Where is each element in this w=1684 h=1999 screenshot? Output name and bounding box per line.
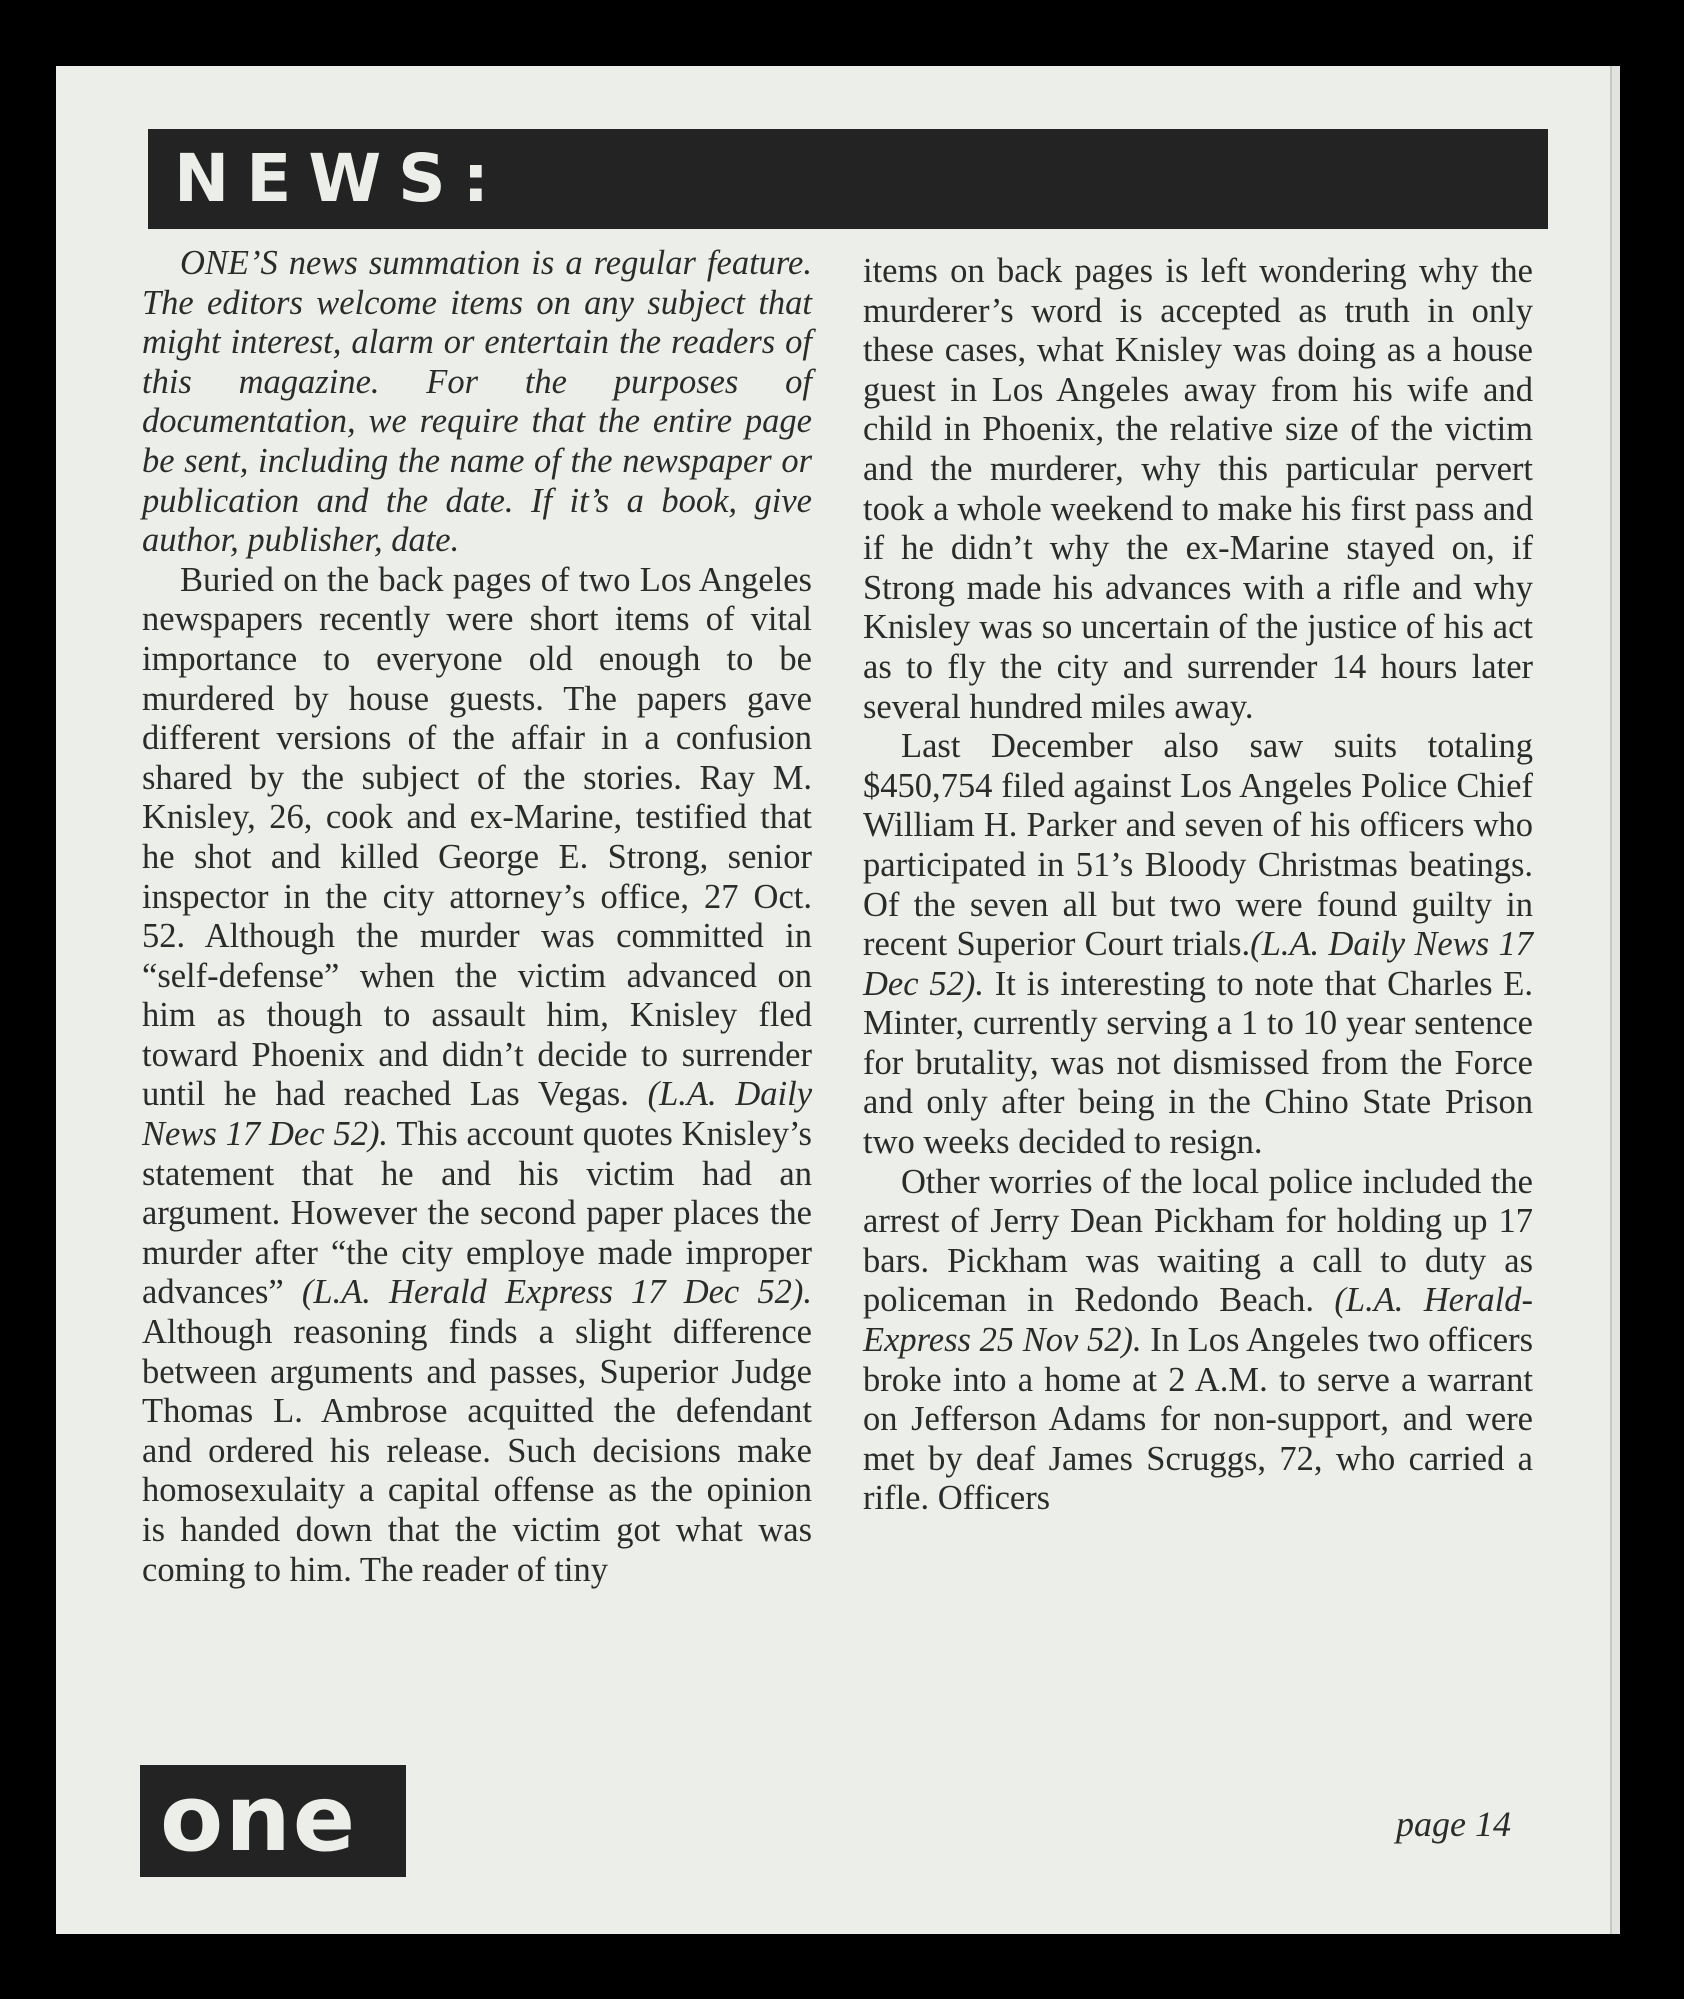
text-segment: Other worries of the local police included the arrest of Jerry Dean Pickham for holding up 17 bars. Pickham was waiting a call to duty as policeman in Redondo Beach.: [863, 1162, 1533, 1320]
citation: (L.A. Daily News 17 Dec 52).: [142, 1075, 813, 1154]
text-segment: In Los Angeles two officers broke into a home at 2 A.M. to serve a warrant on Jefferson Adams for non-support, and were met by deaf James Scruggs, 72, who carried a rifle. Officers: [863, 1321, 1533, 1518]
citation: (L.A. Herald Express 17 Dec 52).: [301, 1273, 813, 1312]
citation: (L.A. Daily News 17 Dec 52).: [863, 925, 1533, 1003]
news-banner: [148, 129, 1548, 229]
text-segment: Buried on the back pages of two Los Angeles newspapers recently were short items of vital importance to everyone old enough to be murdered by house guests. The papers gave different versions of the affair in a confusion shared by the subject of the stories. Ray M. Knisley, 26, cook and ex-Marine, testified that he shot and killed George E. Strong, senior inspector in the city attorney’s office, 27 Oct. 52. Although the murder was committed in “self-defense” when the victim advanced on him as though to assault him, Knisley fled toward Phoenix and didn’t decide to surrender until he had reached Las Vegas.: [142, 560, 812, 1114]
right-column: [863, 252, 1533, 1519]
text-segment: Last December also saw suits totaling $450,754 filed against Los Angeles Police Chief William H. Parker and seven of his officers who participated in 51’s Bloody Christmas beatings. Of the seven all but two were found guilty in recent Superior Court trials.: [863, 727, 1533, 964]
left-column: [142, 244, 812, 1590]
text-segment: It is interesting to note that Charles E. Minter, currently serving a 1 to 10 year sentence for brutality, was not dismissed from the Force and only after being in the Chino State Prison two weeks decided to resign.: [863, 964, 1534, 1162]
text-segment: This account quotes Knisley’s statement that he and his victim had an argument. However the second paper places the murder after “the city employe made improper advances”: [142, 1115, 812, 1312]
one-logo: [140, 1765, 406, 1877]
citation: (L.A. Herald-Express 25 Nov 52).: [863, 1281, 1533, 1360]
intro-paragraph: ONE’S news summation is a regular feature. The editors welcome items on any subject that might interest, alarm or entertain the readers of this magazine. For the purposes of documentation, we require that the entire page be sent, including the name of the newspaper or publication and the date. If it’s a book, give author, publisher, date.: [142, 244, 812, 560]
paragraph-police-worries: [863, 1163, 1533, 1519]
text-segment: Although reasoning finds a slight difference between arguments and passes, Superior Judge Thomas L. Ambrose acquitted the defendant and ordered his release. Such decisions make homosexulaity a capital offense as the opinion is handed down that the victim got what was coming to him. The reader of tiny: [142, 1313, 812, 1589]
paragraph-murder-story: [142, 561, 812, 1590]
page-number: page 14: [1396, 1804, 1511, 1844]
magazine-page: [56, 66, 1610, 1934]
logo-text: one: [160, 1765, 358, 1872]
paragraph-continuation: items on back pages is left wondering why the murderer’s word is accepted as truth in only these cases, what Knisley was doing as a house guest in Los Angeles away from his wife and child in Phoenix, the relative size of the victim and the murderer, why this particular pervert took a whole weekend to make his first pass and if he didn’t why the ex-Marine stayed on, if Strong made his advances with a rifle and why Knisley was so uncertain of the justice of his act as to fly the city and surrender 14 hours later several hundred miles away.: [863, 252, 1533, 726]
news-heading: NEWS:: [174, 140, 507, 217]
paragraph-police-suits: [863, 727, 1533, 1163]
page-edge: [1610, 66, 1620, 1934]
